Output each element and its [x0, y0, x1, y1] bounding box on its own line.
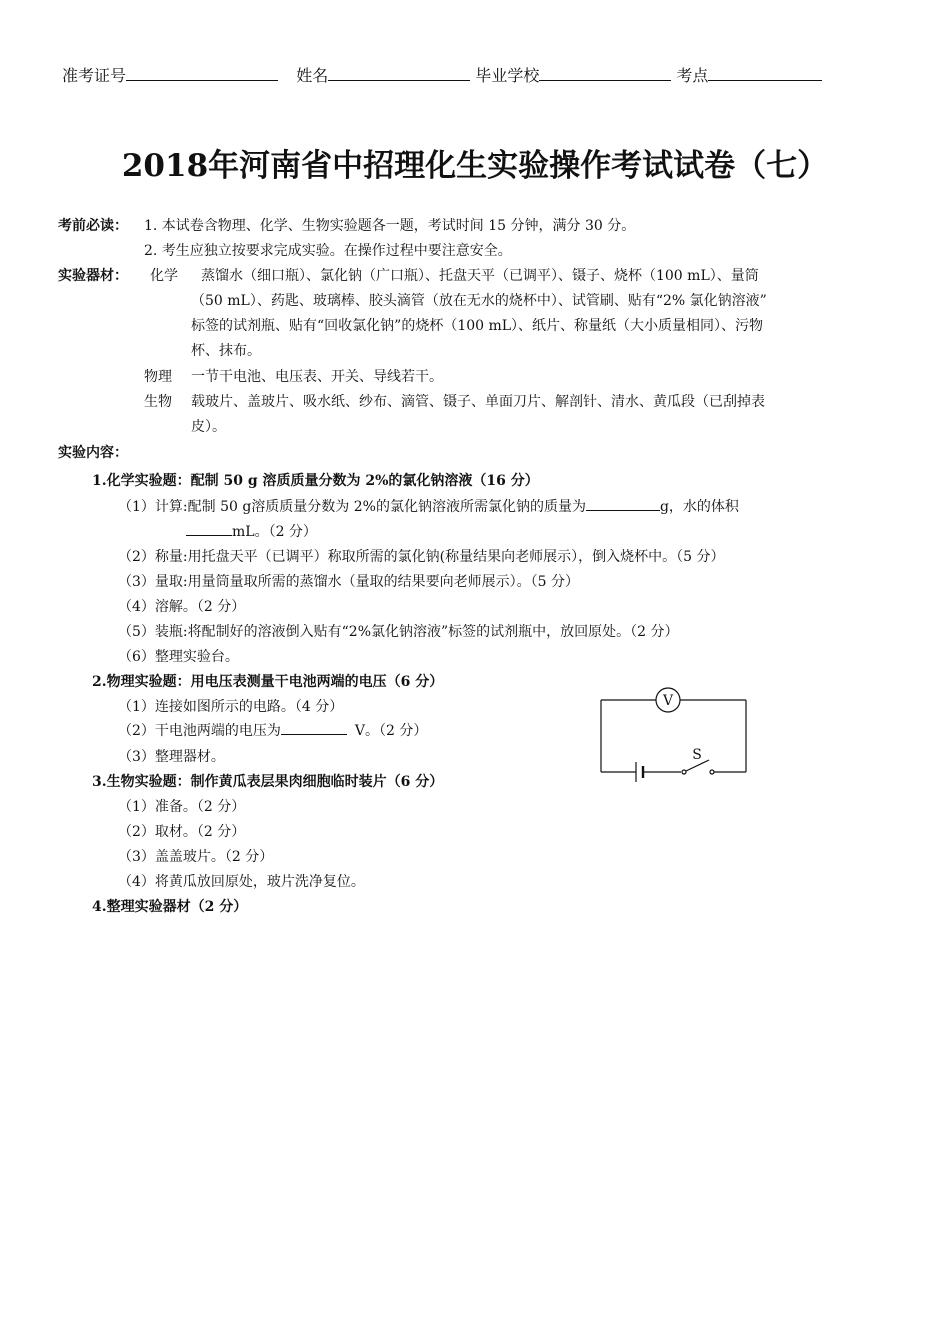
- equipment-physics-label: 物理: [144, 369, 172, 385]
- physics-step-2: [118, 720, 427, 740]
- content-label: 实验内容：: [58, 445, 128, 461]
- voltage-blank[interactable]: [281, 720, 347, 735]
- biology-step-4: （4）将黄瓜放回原处，玻片洗净复位。: [118, 874, 365, 890]
- chemistry-step-4: （4）溶解。（2 分）: [118, 599, 246, 615]
- physics-step-2-text-a: （2）干电池两端的电压为: [118, 723, 281, 739]
- chemistry-step-1-text-a: （1）计算:配制 50 g溶质质量分数为 2%的氯化钠溶液所需氯化钠的质量为: [118, 499, 586, 515]
- biology-step-2: （2）取材。（2 分）: [118, 824, 246, 840]
- name-label: 姓名: [296, 66, 329, 85]
- equipment-chemistry-line-4: 杯、抹布。: [191, 343, 261, 359]
- equipment-biology-line-2: 皮）。: [191, 419, 226, 435]
- biology-step-1: （1）准备。（2 分）: [118, 799, 246, 815]
- chemistry-step-2: （2）称量:用托盘天平（已调平）称取所需的氯化钠(称量结果向老师展示），倒入烧杯中。（5 分）: [118, 549, 725, 565]
- equipment-label: 实验器材：: [58, 268, 128, 284]
- water-volume-blank[interactable]: [186, 521, 232, 536]
- exam-id-blank[interactable]: [126, 64, 278, 81]
- equipment-physics-text: 一节干电池、电压表、开关、导线若干。: [191, 369, 443, 385]
- name-blank[interactable]: [328, 64, 470, 81]
- equipment-chemistry-label: 化学: [150, 268, 178, 284]
- notice-item-1: 1. 本试卷含物理、化学、生物实验题各一题，考试时间 15 分钟，满分 30 分。: [144, 218, 636, 234]
- site-label: 考点: [676, 66, 709, 85]
- exam-id-label: 准考证号: [62, 66, 127, 85]
- chemistry-step-1-text-b: g，水的体积: [659, 499, 739, 515]
- notice-label: 考前必读：: [58, 218, 128, 234]
- physics-heading: 2.物理实验题：用电压表测量干电池两端的电压（6 分）: [92, 674, 444, 690]
- site-blank[interactable]: [708, 64, 822, 81]
- chemistry-step-5: （5）装瓶:将配制好的溶液倒入贴有“2%氯化钠溶液”标签的试剂瓶中，放回原处。（2 分）: [118, 624, 679, 640]
- physics-step-1: （1）连接如图所示的电路。（4 分）: [118, 699, 344, 715]
- chemistry-step-3: （3）量取:用量筒量取所需的蒸馏水（量取的结果要向老师展示）。（5 分）: [118, 574, 579, 590]
- circuit-diagram: [596, 684, 752, 784]
- chemistry-step-1: [118, 496, 739, 516]
- page-title: 2018年河南省中招理化生实验操作考试试卷（七）: [121, 148, 829, 184]
- equipment-chemistry-line-1: 蒸馏水（细口瓶）、氯化钠（广口瓶）、托盘天平（已调平）、镊子、烧杯（100 mL）、量筒: [201, 268, 759, 284]
- notice-item-2: 2. 考生应独立按要求完成实验。在操作过程中要注意安全。: [144, 243, 512, 259]
- biology-heading: 3.生物实验题：制作黄瓜表层果肉细胞临时装片（6 分）: [92, 774, 444, 790]
- final-heading: 4.整理实验器材（2 分）: [92, 899, 248, 915]
- voltmeter-label: V: [662, 693, 674, 709]
- switch-label: S: [692, 747, 702, 763]
- equipment-chemistry-line-2: （50 mL）、药匙、玻璃棒、胶头滴管（放在无水的烧杯中）、试管刷、贴有“2% 氯化钠溶液”: [191, 293, 767, 309]
- nacl-mass-blank[interactable]: [586, 496, 660, 511]
- equipment-biology-label: 生物: [144, 394, 172, 410]
- exam-header-fields: [62, 63, 822, 86]
- biology-step-3: （3）盖盖玻片。（2 分）: [118, 849, 274, 865]
- chemistry-step-1-cont: [186, 521, 317, 541]
- battery-icon: [636, 762, 643, 782]
- school-label: 毕业学校: [475, 66, 540, 85]
- equipment-biology-line-1: 载玻片、盖玻片、吸水纸、纱布、滴管、镊子、单面刀片、解剖针、清水、黄瓜段（已刮掉表: [191, 394, 765, 410]
- chemistry-heading: 1.化学实验题：配制 50 g 溶质质量分数为 2%的氯化钠溶液（16 分）: [92, 473, 539, 489]
- equipment-chemistry-line-3: 标签的试剂瓶、贴有“回收氯化钠”的烧杯（100 mL）、纸片、称量纸（大小质量相同）、污物: [191, 318, 764, 334]
- school-blank[interactable]: [539, 64, 671, 81]
- chemistry-step-1-text-c: mL。（2 分）: [232, 524, 317, 540]
- physics-step-2-text-b: V。（2 分）: [354, 723, 428, 739]
- physics-step-3: （3）整理器材。: [118, 749, 225, 765]
- chemistry-step-6: （6）整理实验台。: [118, 649, 239, 665]
